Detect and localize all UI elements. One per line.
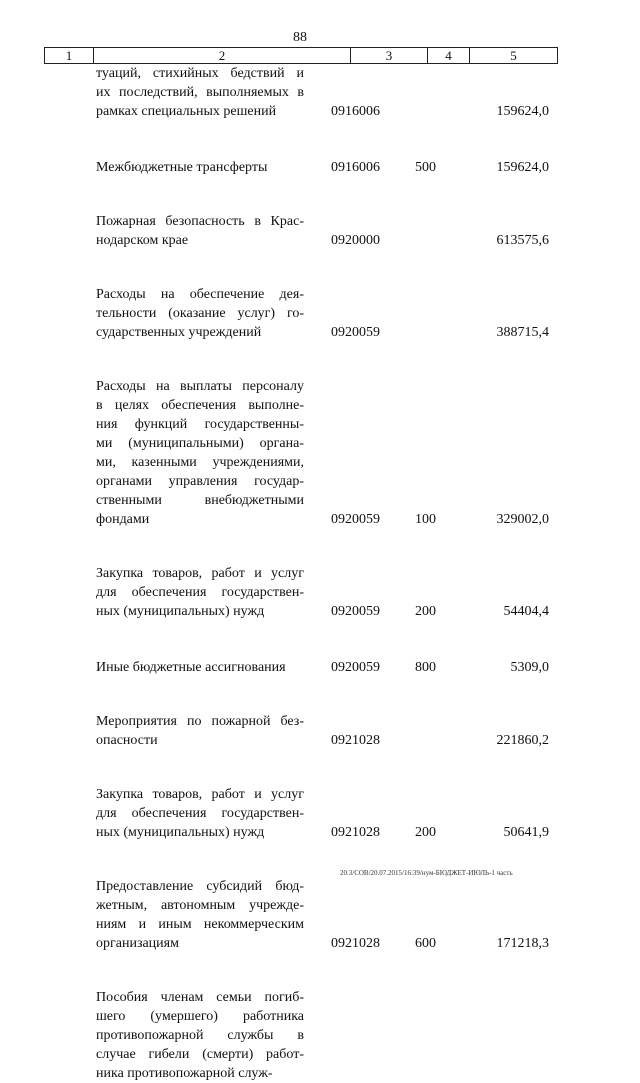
- row-description: [96, 564, 304, 621]
- row-expense-type: 800: [415, 660, 436, 675]
- row-amount: 50641,9: [503, 825, 549, 840]
- column-header-5: 5: [510, 48, 517, 63]
- column-header-4: 4: [428, 48, 470, 63]
- description-line: Расходы на обеспечение дея-: [96, 287, 304, 302]
- row-amount: 5309,0: [510, 660, 549, 675]
- description-line: ника противопожарной служ-: [96, 1066, 273, 1081]
- row-description: [96, 658, 304, 677]
- row-amount: 329002,0: [496, 512, 549, 527]
- description-line: Пожарная безопасность в Крас-: [96, 214, 304, 229]
- description-line: Межбюджетные трансферты: [96, 160, 268, 175]
- description-line: ных (муниципальных) нужд: [96, 825, 265, 840]
- description-line: для обеспечения государствен-: [96, 585, 304, 600]
- description-line: Закупка товаров, работ и услуг: [96, 787, 304, 802]
- row-code: 0920059: [331, 604, 380, 619]
- row-code: 0916006: [331, 160, 380, 175]
- row-description: [96, 877, 304, 953]
- description-line: сударственных учреждений: [96, 325, 262, 340]
- description-line: противопожарной службы в: [96, 1028, 304, 1043]
- table-row: [0, 64, 640, 121]
- description-line: Мероприятия по пожарной без-: [96, 714, 304, 729]
- row-amount: 221860,2: [496, 733, 549, 748]
- description-line: ми, казенными учреждениями,: [96, 455, 304, 470]
- row-code: 0916006: [331, 104, 380, 119]
- column-header-row: [44, 47, 558, 64]
- row-description: [96, 712, 304, 750]
- row-amount: 159624,0: [496, 160, 549, 175]
- row-code: 0921028: [331, 733, 380, 748]
- row-description: [96, 988, 304, 1083]
- table-row: [0, 785, 640, 842]
- row-amount: 388715,4: [496, 325, 549, 340]
- column-header-3: 3: [351, 48, 428, 63]
- row-amount: 171218,3: [496, 936, 549, 951]
- table-row: [0, 712, 640, 750]
- page-number: 88: [293, 30, 307, 45]
- table-row: [0, 285, 640, 342]
- column-header-2: 2: [94, 48, 351, 63]
- row-expense-type: 100: [415, 512, 436, 527]
- row-description: [96, 212, 304, 250]
- row-code: 0921028: [331, 936, 380, 951]
- row-code: 0920059: [331, 660, 380, 675]
- row-code: 0920059: [331, 512, 380, 527]
- description-line: для обеспечения государствен-: [96, 806, 304, 821]
- description-line: Расходы на выплаты персоналу: [96, 379, 304, 394]
- row-description: [96, 285, 304, 342]
- column-header-1: 1: [45, 48, 94, 63]
- row-code: 0921028: [331, 825, 380, 840]
- description-line: их последствий, выполняемых в: [96, 85, 304, 100]
- description-line: ния функций государственны-: [96, 417, 304, 432]
- table-row: [0, 212, 640, 250]
- table-row: [0, 377, 640, 529]
- description-line: шего (умершего) работника: [96, 1009, 304, 1024]
- row-expense-type: 200: [415, 825, 436, 840]
- row-code: 0920059: [331, 325, 380, 340]
- description-line: Закупка товаров, работ и услуг: [96, 566, 304, 581]
- row-amount: 159624,0: [496, 104, 549, 119]
- row-amount: 54404,4: [503, 604, 549, 619]
- description-line: Пособия членам семьи погиб-: [96, 990, 304, 1005]
- description-line: организациям: [96, 936, 179, 951]
- row-description: [96, 785, 304, 842]
- table-row: [0, 564, 640, 621]
- description-line: ных (муниципальных) нужд: [96, 604, 265, 619]
- description-line: ственными внебюджетными: [96, 493, 304, 508]
- description-line: органами управления государ-: [96, 474, 304, 489]
- row-expense-type: 500: [415, 160, 436, 175]
- description-line: в целях обеспечения выполне-: [96, 398, 304, 413]
- description-line: фондами: [96, 512, 150, 527]
- description-line: жетным, автономным учрежде-: [96, 898, 304, 913]
- document-footer: 20.3/СОВ/20.07.2015/16:39/нум-БЮДЖЕТ-ИЮЛЬ-1 часть: [340, 869, 513, 877]
- row-code: 0920000: [331, 233, 380, 248]
- table-row: [0, 158, 640, 177]
- row-expense-type: 600: [415, 936, 436, 951]
- description-line: тельности (оказание услуг) го-: [96, 306, 304, 321]
- row-description: [96, 377, 304, 529]
- table-row: [0, 988, 640, 1083]
- row-expense-type: 200: [415, 604, 436, 619]
- description-line: туаций, стихийных бедствий и: [96, 66, 304, 81]
- description-line: опасности: [96, 733, 158, 748]
- row-amount: 613575,6: [496, 233, 549, 248]
- description-line: ми (муниципальными) органа-: [96, 436, 304, 451]
- table-row: [0, 877, 640, 953]
- description-line: нодарском крае: [96, 233, 189, 248]
- table-row: [0, 658, 640, 677]
- description-line: Иные бюджетные ассигнования: [96, 660, 286, 675]
- row-description: [96, 158, 304, 177]
- description-line: рамках специальных решений: [96, 104, 277, 119]
- description-line: ниям и иным некоммерческим: [96, 917, 304, 932]
- description-line: Предоставление субсидий бюд-: [96, 879, 304, 894]
- description-line: случае гибели (смерти) работ-: [96, 1047, 304, 1062]
- row-description: [96, 64, 304, 121]
